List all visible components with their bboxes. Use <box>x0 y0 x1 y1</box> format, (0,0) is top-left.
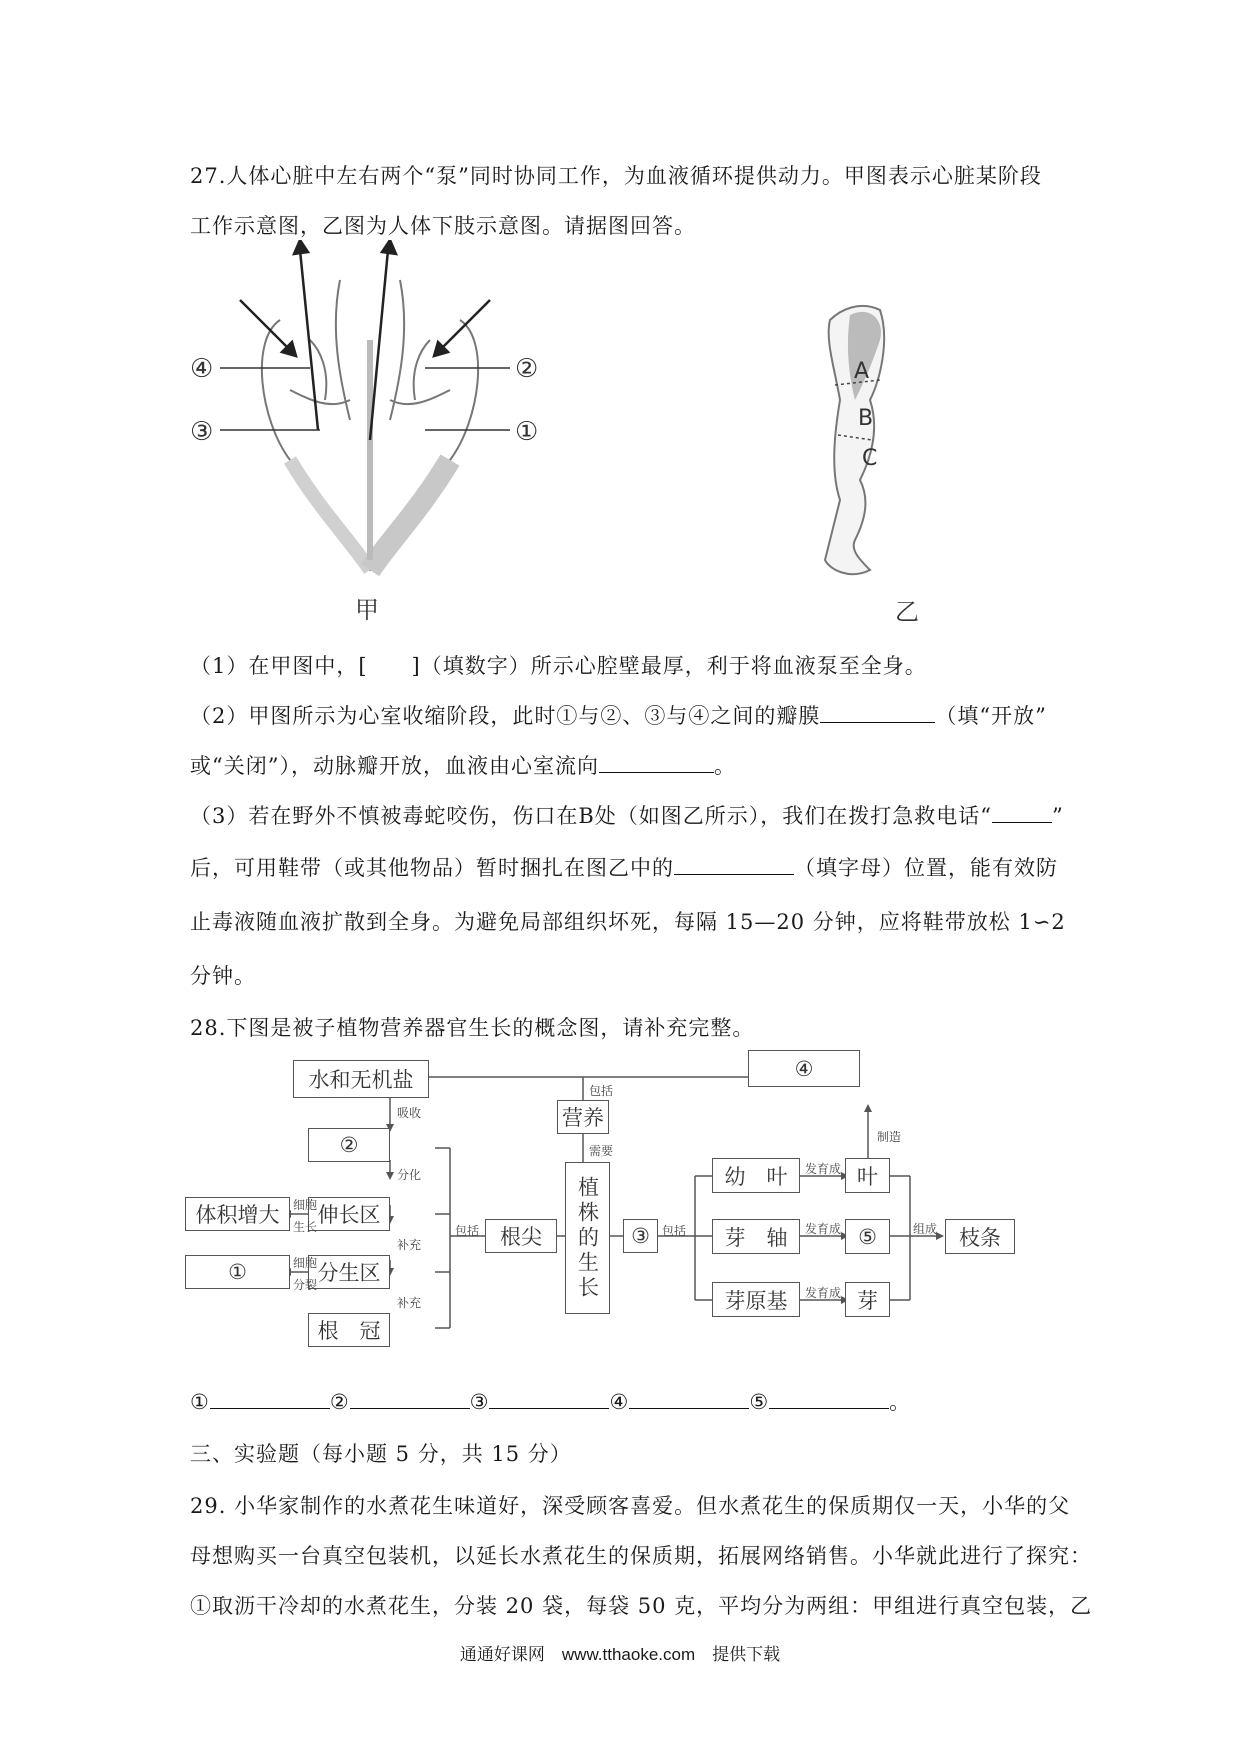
cm-label-absorb: 吸收 <box>397 1106 422 1120</box>
heart-label-2: ② <box>515 354 539 384</box>
q27-blank-position[interactable] <box>674 853 794 875</box>
cm-label-differentiate: 分化 <box>397 1168 422 1182</box>
cm-branch: 枝条 <box>945 1219 1015 1254</box>
cm-meristem-zone: 分生区 <box>308 1255 390 1289</box>
cm-label-include-top: 包括 <box>589 1084 614 1098</box>
q28-blank-5[interactable] <box>769 1387 889 1409</box>
q28-blank-3[interactable] <box>489 1387 609 1409</box>
cm-label-need: 需要 <box>589 1144 614 1158</box>
heart-label-3: ③ <box>190 417 214 447</box>
q27-sub3-line2 <box>190 852 1058 882</box>
page-footer: 通通好课网 www.tthaoke.com 提供下载 <box>459 1645 781 1664</box>
cm-bud: 芽 <box>845 1282 890 1317</box>
heart-caption: 甲 <box>355 596 379 624</box>
cm-label-cell-1: 细胞 <box>293 1198 318 1212</box>
q27-sub3-text-b: ” <box>1052 804 1064 828</box>
cm-volume-increase: 体积增大 <box>185 1197 290 1231</box>
cm-leaf: 叶 <box>845 1158 890 1193</box>
q28-blank-4[interactable] <box>629 1387 749 1409</box>
heart-label-4: ④ <box>190 354 214 384</box>
q27-sub3-text-a: （3）若在野外不慎被毒蛇咬伤，伤口在B处（如图乙所示），我们在拨打急救电话“ <box>190 804 993 828</box>
cm-label-cell-2: 细胞 <box>293 1256 318 1270</box>
q27-sub3-line4: 分钟。 <box>190 964 256 988</box>
q27-blank-phone[interactable] <box>992 801 1052 823</box>
q28-answer-label-5: ⑤ <box>749 1390 770 1414</box>
q27-sub2-text-a: （2）甲图所示为心室收缩阶段，此时①与②、③与④之间的瓣膜 <box>190 704 821 728</box>
q28-blank-2[interactable] <box>350 1387 470 1409</box>
cm-blank-4: ④ <box>748 1050 860 1087</box>
cm-elongation-zone: 伸长区 <box>308 1197 390 1231</box>
cm-label-develop-1: 发育成 <box>805 1162 842 1176</box>
cm-bud-primordium: 芽原基 <box>712 1282 800 1317</box>
q27-sub3-text-d: （填字母）位置，能有效防 <box>794 856 1058 880</box>
leg-label-a: A <box>854 359 870 384</box>
q28-answer-label-4: ④ <box>609 1390 630 1414</box>
q27-intro-line2: 工作示意图，乙图为人体下肢示意图。请据图回答。 <box>190 214 696 238</box>
q27-intro-line1: 27.人体心脏中左右两个“泵”同时协同工作，为血液循环提供动力。甲图表示心脏某阶段 <box>190 164 1042 188</box>
cm-bud-axis: 芽 轴 <box>712 1219 800 1254</box>
q27-sub2-text-b: （填“开放” <box>935 704 1047 728</box>
q27-sub3-text-c: 后，可用鞋带（或其他物品）暂时捆扎在图乙中的 <box>190 856 674 880</box>
cm-nutrition: 营养 <box>557 1100 609 1134</box>
q28-intro: 28.下图是被子植物营养器官生长的概念图，请补充完整。 <box>190 1016 755 1040</box>
cm-plant-growth: 植株的生长 <box>565 1162 610 1314</box>
q27-sub2-line1 <box>190 700 1047 730</box>
heart-diagram <box>190 240 570 630</box>
q27-sub3-line1 <box>190 800 1064 830</box>
q29-line2: 母想购买一台真空包装机，以延长水煮花生的保质期，拓展网络销售。小华就此进行了探究： <box>190 1544 1092 1568</box>
cm-root-tip: 根尖 <box>485 1219 557 1253</box>
cm-blank-1: ① <box>185 1255 290 1289</box>
cm-root-cap: 根 冠 <box>308 1313 390 1347</box>
cm-blank-3: ③ <box>623 1219 658 1253</box>
cm-young-leaf: 幼 叶 <box>712 1158 800 1193</box>
q27-sub2-text-c: 或“关闭”），动脉瓣开放，血液由心室流向 <box>190 754 599 778</box>
q27-sub2-line2 <box>190 750 736 780</box>
q27-blank-valve[interactable] <box>820 701 935 723</box>
section3-heading: 三、实验题（每小题 5 分，共 15 分） <box>190 1442 572 1466</box>
heart-label-1: ① <box>515 417 539 447</box>
cm-label-supply-1: 补充 <box>397 1238 422 1252</box>
q27-sub3-line3: 止毒液随血液扩散到全身。为避免局部组织坏死，每隔 15—20 分钟，应将鞋带放松 1∽2 <box>190 910 1066 934</box>
cm-label-develop-2: 发育成 <box>805 1222 842 1236</box>
cm-blank-5: ⑤ <box>845 1219 890 1254</box>
cm-label-include-root: 包括 <box>455 1224 480 1238</box>
cm-water-minerals: 水和无机盐 <box>293 1060 429 1098</box>
leg-diagram <box>810 300 970 630</box>
leg-label-b: B <box>858 406 874 431</box>
concept-map <box>185 1050 1045 1365</box>
q29-line1: 29. 小华家制作的水煮花生味道好，深受顾客喜爱。但水煮花生的保质期仅一天，小华的父 <box>190 1494 1071 1518</box>
cm-label-develop-3: 发育成 <box>805 1286 842 1300</box>
cm-label-supply-2: 补充 <box>397 1296 422 1310</box>
q28-answer-line <box>190 1386 911 1416</box>
leg-label-c: C <box>862 446 878 471</box>
cm-label-growth: 生长 <box>293 1220 318 1234</box>
cm-label-include-shoot: 包括 <box>662 1224 687 1238</box>
q28-answer-label-1: ① <box>190 1390 210 1414</box>
q27-sub2-text-d: 。 <box>713 754 736 778</box>
q28-answer-label-3: ③ <box>469 1390 490 1414</box>
q28-answer-end: 。 <box>889 1390 912 1414</box>
cm-label-division: 分裂 <box>293 1278 318 1292</box>
cm-blank-2: ② <box>308 1128 390 1162</box>
q28-answer-label-2: ② <box>329 1390 350 1414</box>
q27-blank-flow[interactable] <box>599 751 714 773</box>
leg-caption: 乙 <box>895 598 919 626</box>
q28-blank-1[interactable] <box>210 1387 330 1409</box>
cm-label-compose: 组成 <box>913 1222 938 1236</box>
q29-line3: ①取沥干冷却的水煮花生，分装 20 袋，每袋 50 克，平均分为两组：甲组进行真空包装，乙 <box>190 1594 1093 1618</box>
cm-label-make: 制造 <box>877 1130 902 1144</box>
q27-sub1: （1）在甲图中，[ ]（填数字）所示心腔壁最厚，利于将血液泵至全身。 <box>190 654 927 678</box>
